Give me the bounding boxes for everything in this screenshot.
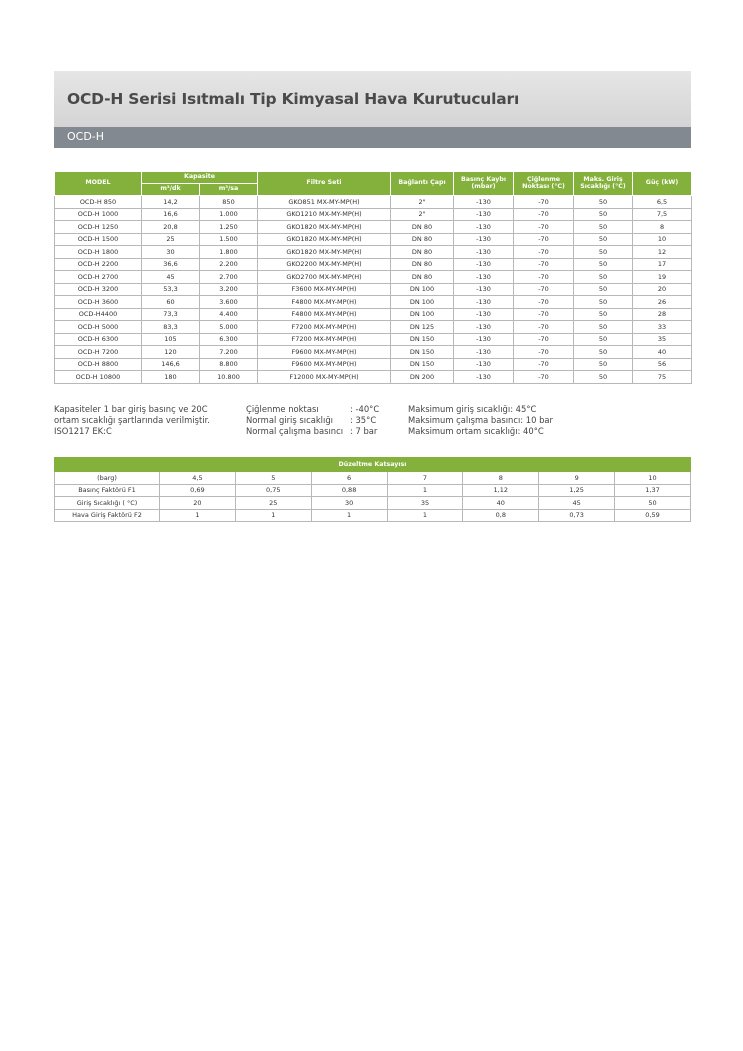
cell-capacity-hour: 1.500 <box>200 233 258 246</box>
table-row <box>55 358 692 371</box>
cell-connection: DN 150 <box>391 333 454 346</box>
table-cell: 1 <box>160 509 236 522</box>
cell-pressure-drop: -130 <box>454 333 514 346</box>
table-row <box>55 472 691 485</box>
table-cell: 50 <box>615 497 691 510</box>
cell-capacity-min: 20,8 <box>142 221 200 234</box>
cell-model: OCD-H 10800 <box>55 371 142 384</box>
cell-filter: F12000 MX-MY-MP(H) <box>258 371 391 384</box>
table-row <box>55 246 692 259</box>
cell-model: OCD-H 5000 <box>55 321 142 334</box>
notes-mid-labels <box>246 404 343 438</box>
cell-connection: DN 80 <box>391 246 454 259</box>
correction-table-title: Düzeltme Katsayısı <box>55 458 691 472</box>
page-title: OCD-H Serisi Isıtmalı Tip Kimyasal Hava Kurutucuları <box>67 90 520 108</box>
cell-filter: F9600 MX-MY-MP(H) <box>258 358 391 371</box>
cell-pressure-drop: -130 <box>454 246 514 259</box>
cell-connection: DN 125 <box>391 321 454 334</box>
table-cell: 6 <box>311 472 387 485</box>
cell-dew-point: -70 <box>514 346 574 359</box>
table-cell: 1 <box>311 509 387 522</box>
cell-max-inlet-temp: 50 <box>574 246 633 259</box>
cell-max-inlet-temp: 50 <box>574 333 633 346</box>
row-label: Basınç Faktörü F1 <box>55 484 160 497</box>
table-row <box>55 221 692 234</box>
cell-capacity-min: 36,6 <box>142 258 200 271</box>
cell-dew-point: -70 <box>514 196 574 209</box>
table-cell: 0,88 <box>311 484 387 497</box>
cell-connection: DN 100 <box>391 296 454 309</box>
cell-connection: 2" <box>391 208 454 221</box>
table-cell: 1,25 <box>539 484 615 497</box>
table-cell: 25 <box>235 497 311 510</box>
table-row <box>55 333 692 346</box>
cell-capacity-min: 30 <box>142 246 200 259</box>
cell-dew-point: -70 <box>514 208 574 221</box>
notes-right <box>408 404 553 438</box>
cell-pressure-drop: -130 <box>454 371 514 384</box>
cell-power: 28 <box>633 308 692 321</box>
table-cell: 1,12 <box>463 484 539 497</box>
cell-pressure-drop: -130 <box>454 296 514 309</box>
table-cell: 7 <box>387 472 463 485</box>
cell-pressure-drop: -130 <box>454 346 514 359</box>
cell-filter: F7200 MX-MY-MP(H) <box>258 321 391 334</box>
cell-max-inlet-temp: 50 <box>574 196 633 209</box>
cell-pressure-drop: -130 <box>454 208 514 221</box>
cell-pressure-drop: -130 <box>454 308 514 321</box>
cell-dew-point: -70 <box>514 233 574 246</box>
cell-pressure-drop: -130 <box>454 283 514 296</box>
cell-power: 7,5 <box>633 208 692 221</box>
table-cell: 40 <box>463 497 539 510</box>
cell-max-inlet-temp: 50 <box>574 208 633 221</box>
table-cell: 0,75 <box>235 484 311 497</box>
cell-capacity-min: 73,3 <box>142 308 200 321</box>
row-label: Hava Giriş Faktörü F2 <box>55 509 160 522</box>
cell-max-inlet-temp: 50 <box>574 283 633 296</box>
cell-power: 17 <box>633 258 692 271</box>
table-cell: 0,69 <box>160 484 236 497</box>
table-row <box>55 258 692 271</box>
cell-dew-point: -70 <box>514 271 574 284</box>
cell-capacity-min: 14,2 <box>142 196 200 209</box>
cell-max-inlet-temp: 50 <box>574 258 633 271</box>
table-cell: 1 <box>235 509 311 522</box>
note-label: Normal giriş sıcaklığı <box>246 415 333 426</box>
table-cell: 0,73 <box>539 509 615 522</box>
cell-capacity-hour: 3.200 <box>200 283 258 296</box>
cell-capacity-hour: 4.400 <box>200 308 258 321</box>
col-header-dew-point: Çiğlenme Noktası (°C) <box>514 172 574 196</box>
cell-pressure-drop: -130 <box>454 196 514 209</box>
cell-max-inlet-temp: 50 <box>574 346 633 359</box>
table-cell: 9 <box>539 472 615 485</box>
cell-model: OCD-H 6300 <box>55 333 142 346</box>
cell-power: 75 <box>633 371 692 384</box>
table-cell: 8 <box>463 472 539 485</box>
notes-left <box>54 404 210 438</box>
cell-dew-point: -70 <box>514 221 574 234</box>
specs-table <box>54 171 692 384</box>
cell-power: 33 <box>633 321 692 334</box>
cell-model: OCD-H 1800 <box>55 246 142 259</box>
cell-dew-point: -70 <box>514 371 574 384</box>
table-row <box>55 371 692 384</box>
cell-connection: DN 150 <box>391 358 454 371</box>
note-line: Maksimum giriş sıcaklığı: 45°C <box>408 404 537 414</box>
cell-model: OCD-H 1500 <box>55 233 142 246</box>
cell-connection: DN 150 <box>391 346 454 359</box>
col-header-capacity: Kapasite <box>142 172 258 184</box>
cell-pressure-drop: -130 <box>454 321 514 334</box>
table-row <box>55 296 692 309</box>
cell-pressure-drop: -130 <box>454 271 514 284</box>
cell-power: 20 <box>633 283 692 296</box>
cell-capacity-min: 146,6 <box>142 358 200 371</box>
cell-power: 35 <box>633 333 692 346</box>
cell-power: 12 <box>633 246 692 259</box>
cell-capacity-hour: 850 <box>200 196 258 209</box>
cell-connection: DN 80 <box>391 271 454 284</box>
cell-connection: DN 200 <box>391 371 454 384</box>
row-label: (barg) <box>55 472 160 485</box>
cell-connection: DN 80 <box>391 258 454 271</box>
table-cell: 35 <box>387 497 463 510</box>
table-row <box>55 484 691 497</box>
cell-max-inlet-temp: 50 <box>574 221 633 234</box>
cell-model: OCD-H 850 <box>55 196 142 209</box>
cell-capacity-min: 53,3 <box>142 283 200 296</box>
note-line: Maksimum ortam sıcaklığı: 40°C <box>408 426 544 437</box>
cell-model: OCD-H 2700 <box>55 271 142 284</box>
cell-capacity-hour: 10.800 <box>200 371 258 384</box>
cell-power: 40 <box>633 346 692 359</box>
cell-power: 6,5 <box>633 196 692 209</box>
cell-filter: GKO851 MX-MY-MP(H) <box>258 196 391 209</box>
table-cell: 10 <box>615 472 691 485</box>
table-cell: 30 <box>311 497 387 510</box>
cell-pressure-drop: -130 <box>454 221 514 234</box>
section-title: OCD-H <box>67 130 105 143</box>
note-line: Kapasiteler 1 bar giriş basınç ve 20C <box>54 404 208 414</box>
table-row <box>55 321 692 334</box>
cell-dew-point: -70 <box>514 258 574 271</box>
table-row <box>55 509 691 522</box>
col-header-capacity-unit-hour: m³/sa <box>200 184 258 196</box>
cell-capacity-hour: 2.200 <box>200 258 258 271</box>
cell-filter: GKO1820 MX-MY-MP(H) <box>258 233 391 246</box>
cell-capacity-min: 60 <box>142 296 200 309</box>
note-line: ISO1217 EK:C <box>54 426 112 437</box>
table-cell: 20 <box>160 497 236 510</box>
cell-power: 19 <box>633 271 692 284</box>
page-header <box>54 71 691 127</box>
cell-filter: F4800 MX-MY-MP(H) <box>258 308 391 321</box>
note-value: : 35°C <box>350 415 377 426</box>
cell-model: OCD-H 3600 <box>55 296 142 309</box>
table-row <box>55 308 692 321</box>
cell-connection: DN 80 <box>391 233 454 246</box>
note-label: Çiğlenme noktası <box>246 404 319 414</box>
cell-connection: DN 100 <box>391 308 454 321</box>
cell-max-inlet-temp: 50 <box>574 271 633 284</box>
cell-power: 56 <box>633 358 692 371</box>
cell-max-inlet-temp: 50 <box>574 371 633 384</box>
cell-connection: DN 100 <box>391 283 454 296</box>
cell-filter: F4800 MX-MY-MP(H) <box>258 296 391 309</box>
cell-pressure-drop: -130 <box>454 258 514 271</box>
table-row <box>55 497 691 510</box>
cell-capacity-hour: 5.000 <box>200 321 258 334</box>
cell-pressure-drop: -130 <box>454 358 514 371</box>
cell-model: OCD-H 1000 <box>55 208 142 221</box>
cell-model: OCD-H 7200 <box>55 346 142 359</box>
cell-capacity-hour: 3.600 <box>200 296 258 309</box>
cell-capacity-hour: 7.200 <box>200 346 258 359</box>
col-header-max-inlet-temp: Maks. Giriş Sıcaklığı (°C) <box>574 172 633 196</box>
cell-capacity-min: 105 <box>142 333 200 346</box>
table-cell: 0,59 <box>615 509 691 522</box>
cell-max-inlet-temp: 50 <box>574 321 633 334</box>
section-bar <box>54 127 691 148</box>
cell-capacity-hour: 6.300 <box>200 333 258 346</box>
cell-capacity-min: 25 <box>142 233 200 246</box>
cell-power: 10 <box>633 233 692 246</box>
note-line: ortam sıcaklığı şartlarında verilmiştir. <box>54 415 210 426</box>
cell-power: 8 <box>633 221 692 234</box>
cell-dew-point: -70 <box>514 321 574 334</box>
note-value: : -40°C <box>350 404 380 414</box>
cell-filter: GKO1820 MX-MY-MP(H) <box>258 246 391 259</box>
cell-capacity-min: 83,3 <box>142 321 200 334</box>
cell-capacity-hour: 2.700 <box>200 271 258 284</box>
cell-dew-point: -70 <box>514 333 574 346</box>
cell-model: OCD-H4400 <box>55 308 142 321</box>
cell-dew-point: -70 <box>514 246 574 259</box>
col-header-model: MODEL <box>55 172 142 196</box>
note-line: Maksimum çalışma basıncı: 10 bar <box>408 415 553 426</box>
row-label: Giriş Sıcaklığı ( °C) <box>55 497 160 510</box>
cell-dew-point: -70 <box>514 296 574 309</box>
cell-pressure-drop: -130 <box>454 233 514 246</box>
cell-connection: DN 80 <box>391 221 454 234</box>
table-cell: 0,8 <box>463 509 539 522</box>
cell-max-inlet-temp: 50 <box>574 233 633 246</box>
table-cell: 1,37 <box>615 484 691 497</box>
cell-capacity-min: 120 <box>142 346 200 359</box>
table-cell: 1 <box>387 509 463 522</box>
cell-dew-point: -70 <box>514 308 574 321</box>
cell-dew-point: -70 <box>514 283 574 296</box>
cell-max-inlet-temp: 50 <box>574 358 633 371</box>
cell-capacity-hour: 1.800 <box>200 246 258 259</box>
cell-capacity-min: 16,6 <box>142 208 200 221</box>
notes-mid-values <box>350 404 379 438</box>
cell-capacity-hour: 1.250 <box>200 221 258 234</box>
correction-table <box>54 457 691 522</box>
cell-dew-point: -70 <box>514 358 574 371</box>
cell-capacity-hour: 1.000 <box>200 208 258 221</box>
cell-filter: GKO2200 MX-MY-MP(H) <box>258 258 391 271</box>
cell-model: OCD-H 1250 <box>55 221 142 234</box>
cell-model: OCD-H 8800 <box>55 358 142 371</box>
note-value: : 7 bar <box>350 426 378 437</box>
table-row <box>55 233 692 246</box>
cell-max-inlet-temp: 50 <box>574 308 633 321</box>
table-cell: 5 <box>235 472 311 485</box>
cell-filter: GKO1820 MX-MY-MP(H) <box>258 221 391 234</box>
cell-filter: F3600 MX-MY-MP(H) <box>258 283 391 296</box>
cell-model: OCD-H 2200 <box>55 258 142 271</box>
table-row <box>55 196 692 209</box>
note-label: Normal çalışma basıncı <box>246 426 344 437</box>
cell-connection: 2" <box>391 196 454 209</box>
table-cell: 4,5 <box>160 472 236 485</box>
col-header-filter: Filtre Seti <box>258 172 391 196</box>
table-row <box>55 208 692 221</box>
cell-filter: F9600 MX-MY-MP(H) <box>258 346 391 359</box>
table-row <box>55 283 692 296</box>
col-header-connection: Bağlantı Çapı <box>391 172 454 196</box>
cell-power: 26 <box>633 296 692 309</box>
col-header-capacity-unit-min: m³/dk <box>142 184 200 196</box>
cell-filter: GKO1210 MX-MY-MP(H) <box>258 208 391 221</box>
cell-model: OCD-H 3200 <box>55 283 142 296</box>
cell-filter: F7200 MX-MY-MP(H) <box>258 333 391 346</box>
table-cell: 45 <box>539 497 615 510</box>
cell-capacity-min: 180 <box>142 371 200 384</box>
table-cell: 1 <box>387 484 463 497</box>
table-row <box>55 346 692 359</box>
cell-filter: GKO2700 MX-MY-MP(H) <box>258 271 391 284</box>
col-header-power: Güç (kW) <box>633 172 692 196</box>
table-row <box>55 271 692 284</box>
cell-capacity-min: 45 <box>142 271 200 284</box>
cell-max-inlet-temp: 50 <box>574 296 633 309</box>
cell-capacity-hour: 8.800 <box>200 358 258 371</box>
col-header-pressure-drop: Basınç Kaybı (mbar) <box>454 172 514 196</box>
